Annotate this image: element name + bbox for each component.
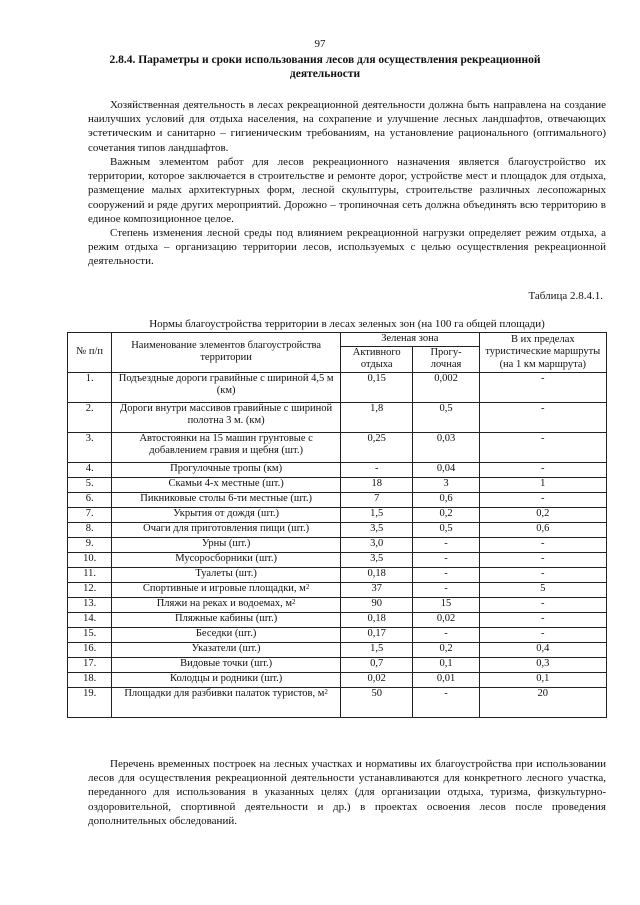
row-name-text: Дороги внутри массивов гравийные с шириной полотна 3 м. (км) (120, 402, 333, 426)
row-active (340, 582, 412, 597)
row-tourist-text: 0,1 (536, 672, 550, 684)
row-active-text: 1,8 (370, 402, 384, 414)
row-number (68, 627, 112, 642)
row-tourist (479, 657, 606, 672)
section-title: 2.8.4. Параметры и сроки использования лесов для осуществления рекреационной деятельности (109, 54, 541, 80)
row-number-text: 10. (83, 552, 97, 564)
row-active (340, 477, 412, 492)
header-active: Активного отдыха (340, 346, 412, 372)
row-walking-text: 0,5 (439, 402, 453, 414)
row-tourist (479, 372, 606, 402)
row-tourist-text: - (541, 552, 545, 564)
row-active (340, 507, 412, 522)
row-name-text: Пикниковые столы 6-ти местные (шт.) (140, 492, 312, 504)
row-number (68, 582, 112, 597)
unit-superscript: 2 (324, 687, 328, 696)
row-name-text: Подъездные дороги гравийные с шириной 4,5 м (км) (118, 372, 334, 396)
row-number-text: 9. (85, 537, 94, 549)
row-number-text: 18. (83, 672, 97, 684)
row-active (340, 432, 412, 462)
table-label: Таблица 2.8.4.1. (528, 290, 603, 302)
row-active (340, 597, 412, 612)
row-tourist (479, 672, 606, 687)
table-row (68, 537, 607, 552)
row-number (68, 402, 112, 432)
header-green-zone: Зеленая зона (340, 333, 479, 347)
row-active-text: 37 (371, 582, 382, 594)
row-number (68, 552, 112, 567)
row-active-text: 18 (371, 477, 382, 489)
row-number-text: 12. (83, 582, 97, 594)
row-active (340, 612, 412, 627)
row-walking-text: 0,002 (434, 372, 458, 384)
row-number-text: 3. (85, 432, 94, 444)
table-row (68, 582, 607, 597)
row-name-text: Площадки для разбивки палаток туристов, м (124, 687, 325, 699)
row-name-text: Колодцы и родники (шт.) (169, 672, 283, 684)
row-walking (413, 687, 479, 717)
table-row (68, 402, 607, 432)
row-walking-text: 0,2 (439, 507, 453, 519)
row-walking-text: - (444, 687, 448, 699)
row-active-text: 0,7 (370, 657, 384, 669)
row-tourist-text: - (541, 432, 545, 444)
row-active (340, 552, 412, 567)
row-walking (413, 657, 479, 672)
row-number-text: 16. (83, 642, 97, 654)
row-name-text: Очаги для приготовления пищи (шт.) (143, 522, 310, 534)
row-tourist-text: - (541, 567, 545, 579)
row-name (112, 537, 341, 552)
row-walking-text: 0,03 (436, 432, 456, 444)
row-name (112, 597, 341, 612)
row-number (68, 492, 112, 507)
row-active (340, 567, 412, 582)
row-active-text: 1,5 (370, 507, 384, 519)
row-name (112, 642, 341, 657)
row-active-text: - (374, 462, 379, 474)
row-walking-text: - (444, 567, 448, 579)
row-number-text: 2. (85, 402, 94, 414)
row-name (112, 432, 341, 462)
row-active-text: 0,25 (367, 432, 386, 444)
row-active-text: 3,0 (370, 537, 384, 549)
page-number: 97 (314, 38, 326, 50)
row-number-text: 13. (83, 597, 97, 609)
row-walking-text: - (444, 537, 448, 549)
table-row (68, 552, 607, 567)
row-active-text: 1,5 (370, 642, 384, 654)
table-row (68, 432, 607, 462)
row-active-text: 50 (371, 687, 382, 699)
row-number (68, 507, 112, 522)
row-walking-text: - (444, 627, 448, 639)
row-walking-text: 0,04 (436, 462, 456, 474)
norms-table (67, 332, 607, 718)
row-number-text: 11. (83, 567, 96, 579)
row-name-text: Пляжи на реках и водоемах, м (156, 597, 292, 609)
row-tourist-text: - (541, 372, 545, 384)
row-walking-text: 0,2 (439, 642, 453, 654)
row-number (68, 372, 112, 402)
row-tourist (479, 537, 606, 552)
row-tourist-text: 0,4 (536, 642, 550, 654)
row-name-text: Укрытия от дождя (шт.) (173, 507, 280, 519)
row-number (68, 432, 112, 462)
row-active-text: 0,17 (367, 627, 386, 639)
row-name (112, 492, 341, 507)
row-name (112, 567, 341, 582)
row-number (68, 537, 112, 552)
row-name-text: Видовые точки (шт.) (180, 657, 273, 669)
row-walking (413, 627, 479, 642)
table-row (68, 642, 607, 657)
row-number (68, 672, 112, 687)
table-row (68, 612, 607, 627)
row-walking (413, 642, 479, 657)
paragraph-1: Хозяйственная деятельность в лесах рекреационной деятельности должна быть направлена на создание наилучших условий для отдыха населения, на сохрапение и улучшение лесных ландшафтов, отвечающих эстетическим и санитарно – гигиеническим требованиям, на установление рационального (оптимального) сочетания типов ландшафтов. (88, 99, 606, 154)
row-walking-text: 15 (440, 597, 452, 609)
row-tourist-text: - (541, 612, 545, 624)
row-tourist (479, 582, 606, 597)
row-walking (413, 477, 479, 492)
row-active (340, 672, 412, 687)
row-walking (413, 552, 479, 567)
row-number-text: 4. (85, 462, 94, 474)
row-tourist-text: 0,2 (536, 507, 550, 519)
row-tourist-text: - (541, 597, 545, 609)
row-active-text: 3,5 (370, 552, 384, 564)
paragraph-3: Степень изменения лесной среды под влиянием рекреационной нагрузки определяет режим отдыха, а режим отдыха – организацию территории лесов, используемых с целью осуществления рекреационной деятельности. (88, 227, 606, 268)
row-name (112, 522, 341, 537)
row-number-text: 19. (83, 687, 97, 699)
row-name (112, 687, 341, 717)
row-tourist-text: 20 (537, 687, 549, 699)
table-row (68, 477, 607, 492)
row-tourist (479, 597, 606, 612)
row-active-text: 7 (374, 492, 380, 504)
header-name: Наименование элементов благоустройства территории (112, 333, 341, 373)
paragraph-4: Перечень временных построек на лесных участках и нормативы их благоустройства при использовании лесов для осуществления рекреационной деятельности устанавливаются для конкретного лесного участка, переданного для использования в указанных целях (для организации отдыха, туризма, физкультурно-оздоровительной, спортивной деятельности и др.) в проектах освоения лесов после проведения дополнительных обследований. (88, 758, 606, 827)
row-active-text: 0,18 (367, 567, 386, 579)
row-name (112, 582, 341, 597)
row-tourist (479, 462, 606, 477)
row-walking-text: 3 (443, 477, 449, 489)
row-number (68, 687, 112, 717)
row-number-text: 1. (85, 372, 94, 384)
row-tourist-text: 0,3 (536, 657, 550, 669)
row-number (68, 657, 112, 672)
row-tourist (479, 567, 606, 582)
header-num: № п/п (68, 333, 112, 373)
row-active (340, 687, 412, 717)
row-number (68, 642, 112, 657)
row-active (340, 462, 412, 477)
row-walking (413, 537, 479, 552)
row-tourist (479, 627, 606, 642)
row-tourist (479, 687, 606, 717)
table-row (68, 597, 607, 612)
row-name-text: Мусоросборники (шт.) (175, 552, 277, 564)
header-walking: Прогу-лочная (413, 346, 479, 372)
row-tourist (479, 522, 606, 537)
row-walking-text: - (444, 552, 448, 564)
row-walking (413, 612, 479, 627)
row-active (340, 627, 412, 642)
row-walking (413, 582, 479, 597)
row-tourist (479, 432, 606, 462)
row-active (340, 522, 412, 537)
row-tourist (479, 612, 606, 627)
row-active-text: 90 (371, 597, 382, 609)
table-caption: Нормы благоустройства территории в лесах зеленых зон (на 100 га общей площади) (149, 318, 545, 330)
row-name (112, 507, 341, 522)
table-row (68, 657, 607, 672)
row-active-text: 3,5 (370, 522, 384, 534)
row-active (340, 657, 412, 672)
row-name (112, 612, 341, 627)
row-name (112, 672, 341, 687)
row-name (112, 627, 341, 642)
row-name (112, 462, 341, 477)
row-number (68, 477, 112, 492)
row-name-text: Указатели (шт.) (191, 642, 261, 654)
row-active-text: 0,02 (367, 672, 386, 684)
row-tourist-text: 0,6 (536, 522, 550, 534)
row-number (68, 612, 112, 627)
row-name-text: Прогулочные тропы (км) (170, 462, 283, 474)
row-tourist (479, 477, 606, 492)
row-number-text: 15. (83, 627, 97, 639)
row-walking (413, 507, 479, 522)
table-row (68, 372, 607, 402)
row-name-text: Скамьи 4-х местные (шт.) (168, 477, 284, 489)
row-tourist-text: 1 (540, 477, 546, 489)
unit-superscript: 2 (305, 582, 310, 591)
row-walking (413, 492, 479, 507)
row-walking (413, 522, 479, 537)
row-number-text: 17. (83, 657, 97, 669)
table-row (68, 567, 607, 582)
row-walking-text: 0,1 (439, 657, 453, 669)
row-tourist-text: 5 (540, 582, 546, 594)
row-tourist (479, 402, 606, 432)
row-name (112, 657, 341, 672)
row-walking-text: - (444, 582, 448, 594)
row-walking-text: 0,02 (436, 612, 456, 624)
row-name (112, 477, 341, 492)
row-active (340, 492, 412, 507)
row-tourist (479, 507, 606, 522)
row-name-text: Автостоянки на 15 машин грунтовые с добавлением гравия и щебня (шт.) (139, 432, 313, 456)
row-number-text: 8. (85, 522, 94, 534)
row-number (68, 597, 112, 612)
row-active (340, 537, 412, 552)
row-walking (413, 567, 479, 582)
row-tourist-text: - (541, 402, 545, 414)
row-number (68, 522, 112, 537)
row-name (112, 372, 341, 402)
row-walking-text: 0,5 (439, 522, 453, 534)
row-number (68, 567, 112, 582)
table-row (68, 627, 607, 642)
row-name-text: Спортивные и игровые площадки, м (142, 582, 306, 594)
row-walking (413, 432, 479, 462)
row-tourist-text: - (541, 627, 545, 639)
table-row (68, 672, 607, 687)
row-number (68, 462, 112, 477)
row-active (340, 402, 412, 432)
row-name (112, 552, 341, 567)
row-walking (413, 402, 479, 432)
row-walking (413, 372, 479, 402)
table-row (68, 687, 607, 717)
paragraph-2: Важным элементом работ для лесов рекреационного назначения является благоустройство их территории, которое заключается в строительстве и ремонте дорог, устройстве мест и площадок для отдыха, размещение малых архитектурных форм, лесной скульптуры, строительстве различных лесопожарных сооружений и ряде других мероприятий. Дорожно – тропиночная сеть должна объединять всю территорию в единое композиционное целое. (88, 156, 606, 225)
row-active-text: 0,15 (367, 372, 386, 384)
row-walking (413, 462, 479, 477)
row-number-text: 5. (85, 477, 94, 489)
row-tourist-text: - (541, 492, 545, 504)
unit-superscript: 2 (292, 597, 296, 606)
row-active (340, 372, 412, 402)
row-walking (413, 672, 479, 687)
row-walking (413, 597, 479, 612)
norms-table-body (68, 372, 607, 717)
row-walking-text: 0,6 (439, 492, 453, 504)
row-name-text: Урны (шт.) (201, 537, 251, 549)
table-row (68, 462, 607, 477)
row-tourist (479, 492, 606, 507)
table-row (68, 507, 607, 522)
row-number-text: 14. (83, 612, 97, 624)
row-active-text: 0,18 (367, 612, 386, 624)
table-row (68, 492, 607, 507)
row-name-text: Туалеты (шт.) (195, 567, 257, 579)
row-walking-text: 0,01 (436, 672, 456, 684)
row-name-text: Беседки (шт.) (195, 627, 257, 639)
row-tourist (479, 642, 606, 657)
header-tourist: В их пределах туристические маршруты (на 1 км маршрута) (479, 333, 606, 373)
row-tourist (479, 552, 606, 567)
row-active (340, 642, 412, 657)
row-name (112, 402, 341, 432)
table-row (68, 522, 607, 537)
row-number-text: 7. (85, 507, 94, 519)
row-tourist-text: - (541, 462, 545, 474)
row-tourist-text: - (541, 537, 545, 549)
row-number-text: 6. (85, 492, 94, 504)
row-name-text: Пляжные кабины (шт.) (175, 612, 278, 624)
